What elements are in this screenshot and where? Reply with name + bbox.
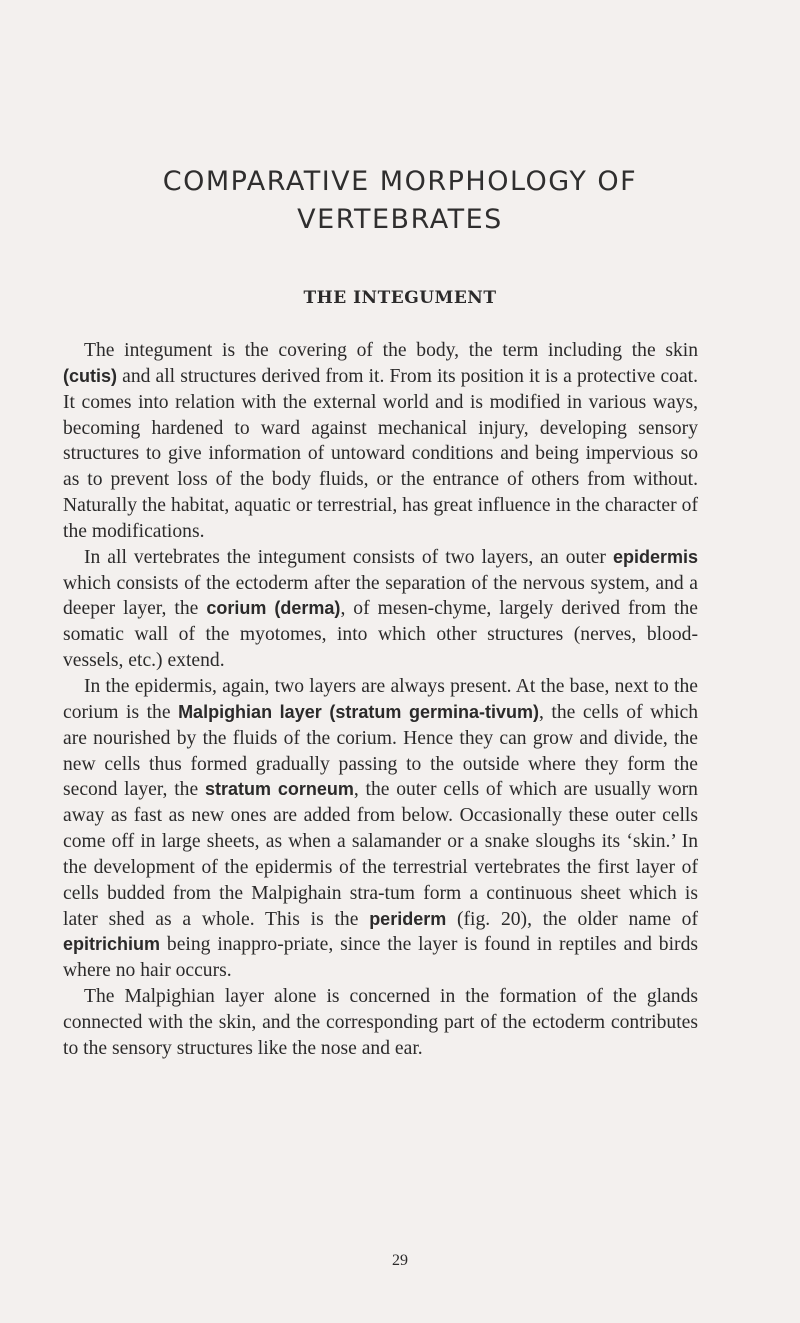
text-run: , the outer cells of which are usually worn away as fast as new ones are added from below. Occasionally these outer cells come off in large sheets, as when a salamander or a snake sloughs its ‘skin.’ In the development of the epidermis of the terrestrial vertebrates the first layer of cells budded from the Malpighain stra-tum form a continuous sheet which is later shed as a whole. This is the <box>63 779 698 930</box>
chapter-title-line-1: COMPARATIVE MORPHOLOGY OF <box>162 166 638 197</box>
bold-term: corium (derma) <box>206 598 341 619</box>
body-text <box>63 338 698 1062</box>
section-heading: THE INTEGUMENT <box>303 288 497 308</box>
bold-term: epidermis <box>612 546 698 567</box>
text-run: The Malpighian layer alone is concerned in the formation of the glands connected with the skin, and the corresponding part of the ectoderm contributes to the sensory structures like the nose and ear. <box>63 986 698 1059</box>
paragraph <box>63 984 698 1062</box>
text-run: and all structures derived from it. From its position it is a protective coat. It comes into relation with the external world and is modified in various ways, becoming hardened to ward against mechanical injury, developing sensory structures to give information of untoward conditions and being impervious so as to prevent loss of the body fluids, or the entrance of others from without. Naturally the habitat, aquatic or terrestrial, has great influence in the character of the modifications. <box>63 365 698 542</box>
text-run: being inappro-priate, since the layer is found in reptiles and birds where no hair occurs. <box>63 934 698 982</box>
bold-term: epitrichium <box>63 934 161 955</box>
paragraph <box>63 674 698 984</box>
text-run: In the epidermis, again, two layers are always present. At the base, next to the corium is the <box>63 675 698 723</box>
chapter-title-line-2: VERTEBRATES <box>297 204 503 235</box>
bold-term: stratum corneum <box>204 779 354 800</box>
text-run: The integument is the covering of the body, the term including the skin <box>84 340 698 361</box>
text-run: , of mesen-chyme, largely derived from the somatic wall of the myotomes, into which other structures (nerves, blood-vessels, etc.) extend. <box>63 598 698 672</box>
text-run: , the cells of which are nourished by the fluids of the corium. Hence they can grow and divide, the new cells thus formed gradually passing to the outside where they form the second layer, the <box>63 701 698 801</box>
bold-term: periderm <box>369 908 447 929</box>
bold-term: Malpighian layer (stratum germina-tivum) <box>178 701 539 722</box>
bold-term: (cutis) <box>63 365 117 386</box>
paragraph <box>63 545 698 674</box>
text-run: (fig. 20), the older name of <box>446 908 699 930</box>
page-number: 29 <box>392 1252 408 1269</box>
text-run: which consists of the ectoderm after the separation of the nervous system, and a deeper layer, the <box>63 572 698 620</box>
paragraph <box>63 338 698 545</box>
text-run: In all vertebrates the integument consists of two layers, an outer <box>84 546 613 568</box>
